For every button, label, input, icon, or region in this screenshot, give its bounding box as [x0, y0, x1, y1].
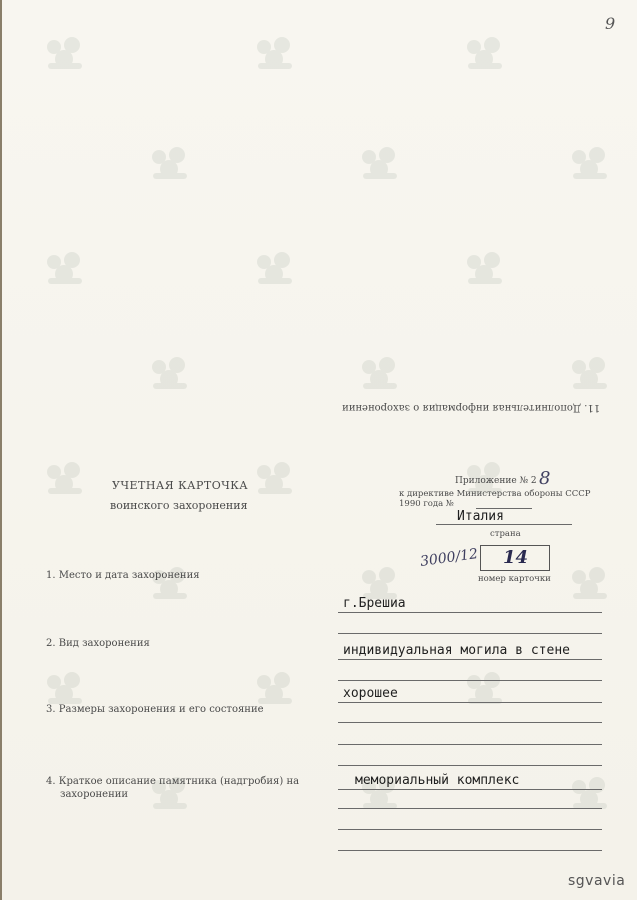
- directive-line1: к директиве Министерства обороны СССР: [399, 489, 591, 499]
- watermark-emblem-icon: [567, 145, 613, 183]
- watermark-emblem-icon: [42, 250, 88, 288]
- field-3-label: 3. Размеры захоронения и его состояние: [46, 704, 264, 715]
- directive-line2: 1990 года №: [399, 499, 454, 509]
- field-4-line-3: [338, 829, 602, 830]
- card-number-label: номер карточки: [478, 574, 551, 584]
- field-2-value: индивидуальная могила в стене: [343, 643, 570, 658]
- field-2-line-1: [338, 659, 602, 660]
- watermark-emblem-icon: [462, 35, 508, 73]
- watermark-emblem-icon: [42, 35, 88, 73]
- watermark-emblem-icon: [147, 355, 193, 393]
- field-4-line-2: [338, 808, 602, 809]
- field-3-value: хорошее: [343, 686, 398, 701]
- card-number-prefix: 3000/12: [419, 546, 480, 570]
- country-value: Италия: [457, 509, 504, 524]
- card-title: УЧЕТНАЯ КАРТОЧКА: [112, 479, 249, 492]
- watermark-emblem-icon: [567, 355, 613, 393]
- watermark-emblem-icon: [462, 250, 508, 288]
- field-3-line-1: [338, 702, 602, 703]
- watermark-emblem-icon: [147, 145, 193, 183]
- field-1-line-1: [338, 612, 602, 613]
- country-line: [436, 524, 572, 525]
- field-4-line-4: [338, 850, 602, 851]
- card-number-value: 14: [503, 547, 529, 568]
- card-subtitle: воинского захоронения: [110, 499, 248, 512]
- watermark-emblem-icon: [252, 670, 298, 708]
- field-1-label: 1. Место и дата захоронения: [46, 570, 200, 581]
- field-4-line-1: [338, 789, 602, 790]
- watermark-emblem-icon: [357, 355, 403, 393]
- field-2-label: 2. Вид захоронения: [46, 638, 150, 649]
- watermark-emblem-icon: [357, 145, 403, 183]
- watermark-emblem-icon: [252, 35, 298, 73]
- page-number: 9: [605, 14, 616, 33]
- watermark-emblem-icon: [252, 250, 298, 288]
- field-3-line-2: [338, 722, 602, 723]
- field-1-value: г.Брешиа: [343, 596, 406, 611]
- appendix-handwritten-number: 8: [539, 468, 551, 489]
- country-label: страна: [490, 529, 521, 539]
- watermark-emblem-icon: [252, 460, 298, 498]
- field-4-label-cont: захоронении: [60, 789, 129, 800]
- field-4-value: мемориальный комплекс: [355, 773, 520, 788]
- field-3-line-3: [338, 744, 602, 745]
- additional-info-note: 11. Дополнительная информация о захоронении: [342, 402, 601, 413]
- field-1-line-2: [338, 633, 602, 634]
- watermark-emblem-icon: [42, 460, 88, 498]
- site-watermark: sgvavia: [568, 873, 626, 889]
- field-4-label: 4. Краткое описание памятника (надгробия) на: [46, 776, 300, 787]
- field-3-line-4: [338, 765, 602, 766]
- watermark-emblem-icon: [42, 670, 88, 708]
- watermark-emblem-icon: [567, 565, 613, 603]
- appendix-label: Приложение № 2: [455, 476, 537, 486]
- field-2-line-2: [338, 680, 602, 681]
